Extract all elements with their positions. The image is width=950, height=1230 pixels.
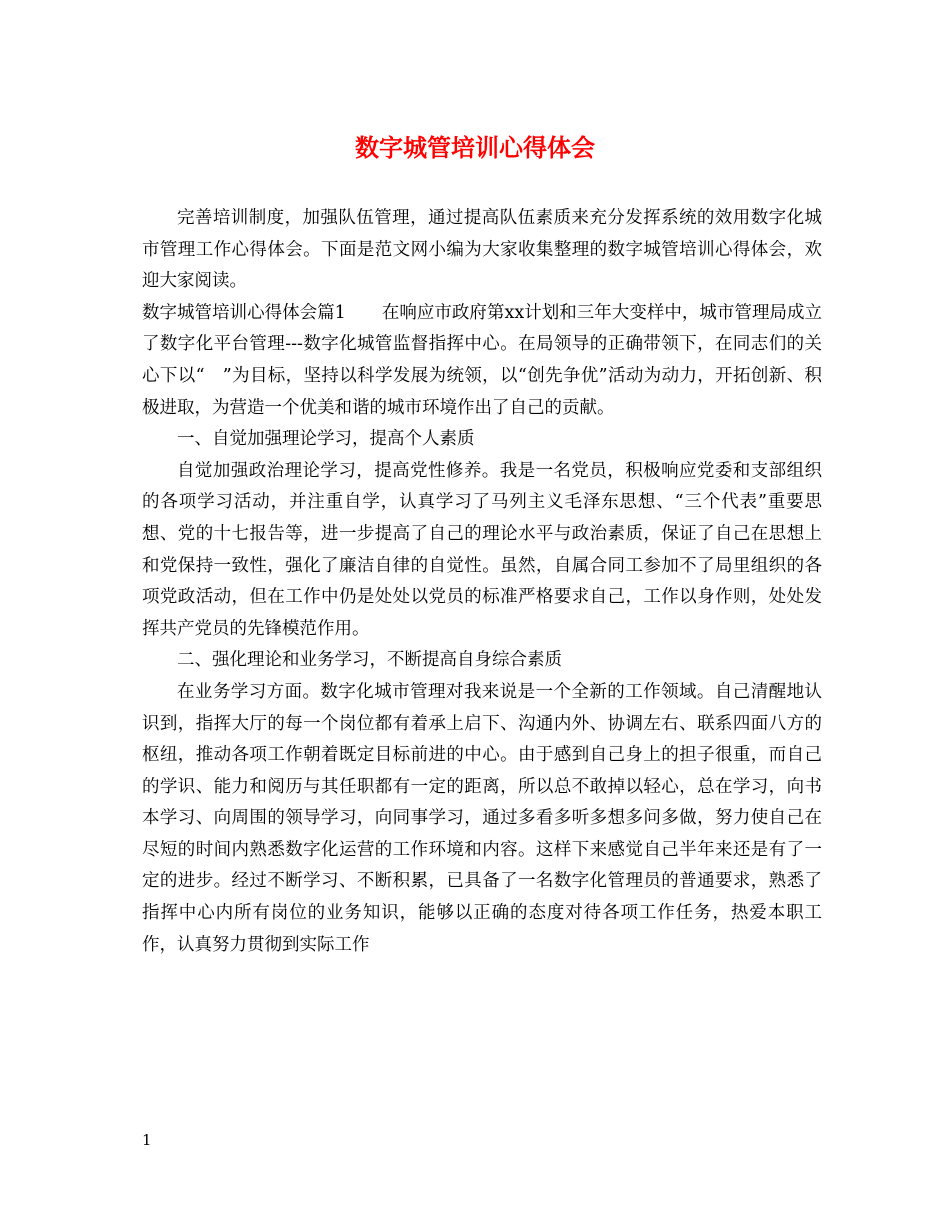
article-lead-text: 在响应市政府第xx计划和三年大变样中，城市管理局成立了数字化平台管理---数字化城管监督指挥中心。在局领导的正确带领下，在同志们的关心下以“ ”为目标，坚持以科学发展为统领，以“创先争优”活动为动力，开拓创新、积极进取，为营造一个优美和谐的城市环境作出了自己的贡献。 [142, 302, 822, 418]
article-heading: 数字城管培训心得体会篇1 [142, 302, 346, 323]
intro-paragraph: 完善培训制度，加强队伍管理，通过提高队伍素质来充分发挥系统的效用数字化城市管理工作心得体会。下面是范文网小编为大家收集整理的数字城管培训心得体会，欢迎大家阅读。 [142, 208, 822, 292]
document-title: 数字城管培训心得体会 [355, 133, 595, 162]
article-paragraph [142, 298, 822, 424]
section2-heading: 二、强化理论和业务学习，不断提高自身综合素质 [177, 650, 562, 671]
section1-heading: 一、自觉加强理论学习，提高个人素质 [177, 429, 475, 450]
section2-paragraph: 在业务学习方面。数字化城市管理对我来说是一个全新的工作领域。自己清醒地认识到，指挥大厅的每一个岗位都有着承上启下、沟通内外、协调左右、联系四面八方的枢纽，推动各项工作朝着既定目标前进的中心。由于感到自己身上的担子很重，而自己的学识、能力和阅历与其任职都有一定的距离，所以总不敢掉以轻心，总在学习，向书本学习、向周围的领导学习，向同事学习，通过多看多听多想多问多做，努力使自己在尽短的时间内熟悉数字化运营的工作环境和内容。这样下来感觉自己半年来还是有了一定的进步。经过不断学习、不断积累，已具备了一名数字化管理员的普通要求，熟悉了指挥中心内所有岗位的业务知识，能够以正确的态度对待各项工作任务，热爱本职工作，认真努力贯彻到实际工作 [142, 681, 822, 955]
page-number: 1 [142, 1131, 152, 1149]
section1-paragraph: 自觉加强政治理论学习，提高党性修养。我是一名党员，积极响应党委和支部组织的各项学习活动，并注重自学，认真学习了马列主义毛泽东思想、“三个代表”重要思想、党的十七报告等，进一步提高了自己的理论水平与政治素质，保证了自己在思想上和党保持一致性，强化了廉洁自律的自觉性。虽然，自属合同工参加不了局里组织的各项党政活动，但在工作中仍是处处以党员的标准严格要求自己，工作以身作则，处处发挥共产党员的先锋模范作用。 [142, 460, 822, 639]
document-body [142, 203, 822, 961]
